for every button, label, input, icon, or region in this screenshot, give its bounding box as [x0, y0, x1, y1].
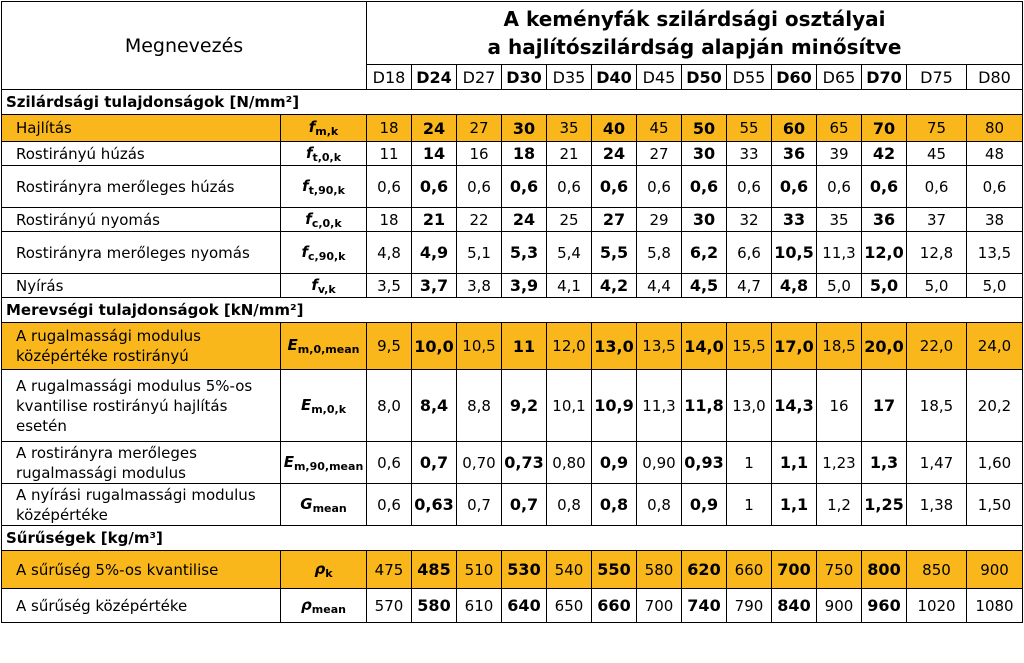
- value-cell: 17: [862, 370, 907, 442]
- value-cell: 21: [412, 208, 457, 232]
- grade-d18: D18: [367, 65, 412, 90]
- value-cell: 0,63: [412, 484, 457, 526]
- value-cell: 4,8: [772, 274, 817, 298]
- value-cell: 36: [772, 142, 817, 166]
- property-symbol: [281, 232, 367, 274]
- value-cell: 9,5: [367, 323, 412, 370]
- property-name: Hajlítás: [2, 115, 281, 142]
- value-cell: 70: [862, 115, 907, 142]
- grade-d75: D75: [907, 65, 967, 90]
- symbol-subscript: k: [325, 566, 333, 580]
- value-cell: 42: [862, 142, 907, 166]
- value-cell: 35: [817, 208, 862, 232]
- value-cell: 33: [727, 142, 772, 166]
- symbol-letter: f: [301, 242, 308, 261]
- value-cell: 17,0: [772, 323, 817, 370]
- value-cell: 580: [637, 551, 682, 589]
- value-cell: 4,5: [682, 274, 727, 298]
- property-symbol: [281, 551, 367, 589]
- value-cell: 1,25: [862, 484, 907, 526]
- value-cell: 27: [592, 208, 637, 232]
- value-cell: 36: [862, 208, 907, 232]
- table-row: [2, 589, 1023, 623]
- section-row: [2, 90, 1023, 115]
- value-cell: 33: [772, 208, 817, 232]
- value-cell: 4,8: [367, 232, 412, 274]
- value-cell: 30: [682, 142, 727, 166]
- megnevezes-header: Megnevezés: [2, 2, 367, 90]
- grade-d30: D30: [502, 65, 547, 90]
- value-cell: 11: [367, 142, 412, 166]
- value-cell: 0,70: [457, 442, 502, 484]
- property-name: Rostirányra merőleges nyomás: [2, 232, 281, 274]
- table-row: [2, 323, 1023, 370]
- property-symbol: [281, 323, 367, 370]
- value-cell: 18: [502, 142, 547, 166]
- value-cell: 850: [907, 551, 967, 589]
- value-cell: 1,1: [772, 484, 817, 526]
- property-name: Rostirányra merőleges húzás: [2, 166, 281, 208]
- value-cell: 0,8: [547, 484, 592, 526]
- value-cell: 10,5: [457, 323, 502, 370]
- value-cell: 1,2: [817, 484, 862, 526]
- value-cell: 45: [907, 142, 967, 166]
- property-name: Rostirányú nyomás: [2, 208, 281, 232]
- section-heading: Szilárdsági tulajdonságok [N/mm²]: [2, 90, 1023, 115]
- symbol-letter: ρ: [314, 559, 326, 578]
- symbol-subscript: t,0,k: [312, 150, 342, 164]
- symbol-subscript: m,0,k: [311, 402, 347, 416]
- value-cell: 0,9: [682, 484, 727, 526]
- value-cell: 10,0: [412, 323, 457, 370]
- value-cell: 1,3: [862, 442, 907, 484]
- value-cell: 18,5: [817, 323, 862, 370]
- value-cell: 740: [682, 589, 727, 623]
- value-cell: 650: [547, 589, 592, 623]
- value-cell: 8,0: [367, 370, 412, 442]
- value-cell: 60: [772, 115, 817, 142]
- value-cell: 0,6: [592, 166, 637, 208]
- value-cell: 3,5: [367, 274, 412, 298]
- value-cell: 610: [457, 589, 502, 623]
- grade-d27: D27: [457, 65, 502, 90]
- property-name: A rugalmassági modulus középértéke rostirányú: [2, 323, 281, 370]
- value-cell: 16: [457, 142, 502, 166]
- value-cell: 0,8: [592, 484, 637, 526]
- value-cell: 18,5: [907, 370, 967, 442]
- value-cell: 0,6: [457, 166, 502, 208]
- value-cell: 0,6: [367, 484, 412, 526]
- grade-d60: D60: [772, 65, 817, 90]
- value-cell: 1: [727, 484, 772, 526]
- value-cell: 37: [907, 208, 967, 232]
- table-row: [2, 274, 1023, 298]
- value-cell: 800: [862, 551, 907, 589]
- title-line-1: A keményfák szilárdsági osztályai: [503, 7, 886, 31]
- value-cell: 1,47: [907, 442, 967, 484]
- value-cell: 660: [727, 551, 772, 589]
- value-cell: 30: [502, 115, 547, 142]
- value-cell: 0,6: [367, 166, 412, 208]
- value-cell: 5,0: [862, 274, 907, 298]
- symbol-letter: f: [302, 176, 309, 195]
- value-cell: 5,0: [817, 274, 862, 298]
- value-cell: 14,3: [772, 370, 817, 442]
- value-cell: 75: [907, 115, 967, 142]
- property-symbol: [281, 142, 367, 166]
- value-cell: 0,9: [592, 442, 637, 484]
- table-row: [2, 208, 1023, 232]
- value-cell: 22: [457, 208, 502, 232]
- property-symbol: [281, 442, 367, 484]
- value-cell: 620: [682, 551, 727, 589]
- property-name: Rostirányú húzás: [2, 142, 281, 166]
- value-cell: 0,6: [817, 166, 862, 208]
- symbol-letter: f: [308, 118, 316, 136]
- value-cell: 13,5: [637, 323, 682, 370]
- value-cell: 40: [592, 115, 637, 142]
- value-cell: 550: [592, 551, 637, 589]
- value-cell: 21: [547, 142, 592, 166]
- value-cell: 3,9: [502, 274, 547, 298]
- value-cell: 1,50: [967, 484, 1023, 526]
- value-cell: 0,6: [637, 166, 682, 208]
- value-cell: 16: [817, 370, 862, 442]
- property-name: A nyírási rugalmassági modulus középértéke: [2, 484, 281, 526]
- grade-d70: D70: [862, 65, 907, 90]
- value-cell: 1,1: [772, 442, 817, 484]
- grade-d50: D50: [682, 65, 727, 90]
- value-cell: 0,7: [502, 484, 547, 526]
- property-symbol: [281, 589, 367, 623]
- value-cell: 11,8: [682, 370, 727, 442]
- value-cell: 4,7: [727, 274, 772, 298]
- grade-d35: D35: [547, 65, 592, 90]
- value-cell: 530: [502, 551, 547, 589]
- symbol-letter: ρ: [301, 595, 312, 614]
- value-cell: 640: [502, 589, 547, 623]
- value-cell: 10,9: [592, 370, 637, 442]
- value-cell: 1020: [907, 589, 967, 623]
- value-cell: 4,2: [592, 274, 637, 298]
- value-cell: 0,6: [727, 166, 772, 208]
- value-cell: 48: [967, 142, 1023, 166]
- property-symbol: [281, 166, 367, 208]
- symbol-letter: E: [287, 336, 298, 354]
- value-cell: 0,6: [547, 166, 592, 208]
- value-cell: 20,2: [967, 370, 1023, 442]
- value-cell: 11: [502, 323, 547, 370]
- value-cell: 1,23: [817, 442, 862, 484]
- value-cell: 12,8: [907, 232, 967, 274]
- value-cell: 24: [502, 208, 547, 232]
- value-cell: 475: [367, 551, 412, 589]
- value-cell: 4,9: [412, 232, 457, 274]
- value-cell: 0,6: [502, 166, 547, 208]
- value-cell: 700: [637, 589, 682, 623]
- value-cell: 510: [457, 551, 502, 589]
- value-cell: 0,6: [682, 166, 727, 208]
- value-cell: 20,0: [862, 323, 907, 370]
- property-symbol: [281, 484, 367, 526]
- strength-class-table: [1, 1, 1023, 623]
- symbol-subscript: mean: [312, 501, 347, 515]
- value-cell: 5,8: [637, 232, 682, 274]
- value-cell: 15,5: [727, 323, 772, 370]
- table-row: [2, 115, 1023, 142]
- value-cell: 24: [412, 115, 457, 142]
- grade-d80: D80: [967, 65, 1023, 90]
- value-cell: 580: [412, 589, 457, 623]
- table-row: [2, 442, 1023, 484]
- value-cell: 900: [967, 551, 1023, 589]
- value-cell: 1,38: [907, 484, 967, 526]
- value-cell: 960: [862, 589, 907, 623]
- value-cell: 1,60: [967, 442, 1023, 484]
- value-cell: 24: [592, 142, 637, 166]
- table-row: [2, 142, 1023, 166]
- value-cell: 840: [772, 589, 817, 623]
- symbol-subscript: m,k: [315, 125, 339, 138]
- value-cell: 0,93: [682, 442, 727, 484]
- value-cell: 0,80: [547, 442, 592, 484]
- value-cell: 30: [682, 208, 727, 232]
- value-cell: 18: [367, 208, 412, 232]
- value-cell: 27: [457, 115, 502, 142]
- property-name: A sűrűség 5%-os kvantilise: [2, 551, 281, 589]
- property-symbol: [281, 208, 367, 232]
- value-cell: 700: [772, 551, 817, 589]
- symbol-subscript: c,90,k: [308, 249, 346, 263]
- grade-d45: D45: [637, 65, 682, 90]
- grade-d65: D65: [817, 65, 862, 90]
- value-cell: 790: [727, 589, 772, 623]
- value-cell: 0,6: [367, 442, 412, 484]
- symbol-subscript: m,90,mean: [293, 459, 364, 473]
- value-cell: 8,8: [457, 370, 502, 442]
- symbol-letter: G: [300, 494, 313, 513]
- table-row: [2, 232, 1023, 274]
- value-cell: 10,5: [772, 232, 817, 274]
- value-cell: 14,0: [682, 323, 727, 370]
- symbol-subscript: mean: [311, 602, 346, 616]
- symbol-subscript: m,0,mean: [297, 343, 360, 356]
- value-cell: 50: [682, 115, 727, 142]
- title-row: [2, 2, 1023, 65]
- table-row: [2, 484, 1023, 526]
- value-cell: 5,4: [547, 232, 592, 274]
- value-cell: 4,1: [547, 274, 592, 298]
- table-title: [367, 2, 1023, 65]
- value-cell: 13,5: [967, 232, 1023, 274]
- table-row: [2, 551, 1023, 589]
- property-name: A rostirányra merőleges rugalmassági modulus: [2, 442, 281, 484]
- value-cell: 750: [817, 551, 862, 589]
- value-cell: 13,0: [727, 370, 772, 442]
- value-cell: 5,1: [457, 232, 502, 274]
- value-cell: 35: [547, 115, 592, 142]
- grade-d40: D40: [592, 65, 637, 90]
- section-row: [2, 526, 1023, 551]
- value-cell: 0,73: [502, 442, 547, 484]
- value-cell: 6,2: [682, 232, 727, 274]
- value-cell: 11,3: [637, 370, 682, 442]
- value-cell: 39: [817, 142, 862, 166]
- value-cell: 11,3: [817, 232, 862, 274]
- value-cell: 5,0: [967, 274, 1023, 298]
- value-cell: 8,4: [412, 370, 457, 442]
- title-line-2: a hajlítószilárdság alapján minősítve: [487, 35, 902, 59]
- value-cell: 0,6: [967, 166, 1023, 208]
- property-name: A rugalmassági modulus 5%-os kvantilise rostirányú hajlítás esetén: [2, 370, 281, 442]
- value-cell: 5,0: [907, 274, 967, 298]
- value-cell: 9,2: [502, 370, 547, 442]
- value-cell: 22,0: [907, 323, 967, 370]
- symbol-subscript: v,k: [317, 282, 336, 296]
- symbol-subscript: t,90,k: [308, 183, 345, 197]
- value-cell: 12,0: [862, 232, 907, 274]
- value-cell: 38: [967, 208, 1023, 232]
- value-cell: 18: [367, 115, 412, 142]
- value-cell: 0,6: [772, 166, 817, 208]
- grade-d55: D55: [727, 65, 772, 90]
- symbol-letter: E: [283, 452, 294, 471]
- value-cell: 540: [547, 551, 592, 589]
- section-heading: Sűrűségek [kg/m³]: [2, 526, 1023, 551]
- value-cell: 0,90: [637, 442, 682, 484]
- value-cell: 14: [412, 142, 457, 166]
- value-cell: 25: [547, 208, 592, 232]
- value-cell: 4,4: [637, 274, 682, 298]
- value-cell: 485: [412, 551, 457, 589]
- value-cell: 0,7: [412, 442, 457, 484]
- value-cell: 3,8: [457, 274, 502, 298]
- symbol-letter: f: [305, 209, 312, 228]
- symbol-letter: f: [311, 275, 318, 294]
- table-row: [2, 370, 1023, 442]
- value-cell: 5,3: [502, 232, 547, 274]
- symbol-letter: f: [305, 143, 313, 162]
- value-cell: 5,5: [592, 232, 637, 274]
- value-cell: 45: [637, 115, 682, 142]
- value-cell: 1: [727, 442, 772, 484]
- value-cell: 32: [727, 208, 772, 232]
- section-row: [2, 298, 1023, 323]
- value-cell: 13,0: [592, 323, 637, 370]
- section-heading: Merevségi tulajdonságok [kN/mm²]: [2, 298, 1023, 323]
- value-cell: 900: [817, 589, 862, 623]
- value-cell: 65: [817, 115, 862, 142]
- value-cell: 80: [967, 115, 1023, 142]
- value-cell: 6,6: [727, 232, 772, 274]
- property-name: A sűrűség középértéke: [2, 589, 281, 623]
- property-name: Nyírás: [2, 274, 281, 298]
- value-cell: 29: [637, 208, 682, 232]
- symbol-subscript: c,0,k: [311, 216, 342, 230]
- value-cell: 3,7: [412, 274, 457, 298]
- value-cell: 0,6: [907, 166, 967, 208]
- value-cell: 0,7: [457, 484, 502, 526]
- grade-d24: D24: [412, 65, 457, 90]
- property-symbol: [281, 274, 367, 298]
- value-cell: 12,0: [547, 323, 592, 370]
- value-cell: 570: [367, 589, 412, 623]
- value-cell: 27: [637, 142, 682, 166]
- symbol-letter: E: [300, 395, 312, 414]
- value-cell: 660: [592, 589, 637, 623]
- value-cell: 55: [727, 115, 772, 142]
- value-cell: 1080: [967, 589, 1023, 623]
- value-cell: 0,8: [637, 484, 682, 526]
- value-cell: 24,0: [967, 323, 1023, 370]
- value-cell: 10,1: [547, 370, 592, 442]
- property-symbol: [281, 370, 367, 442]
- table-row: [2, 166, 1023, 208]
- value-cell: 0,6: [862, 166, 907, 208]
- value-cell: 0,6: [412, 166, 457, 208]
- property-symbol: [281, 115, 367, 142]
